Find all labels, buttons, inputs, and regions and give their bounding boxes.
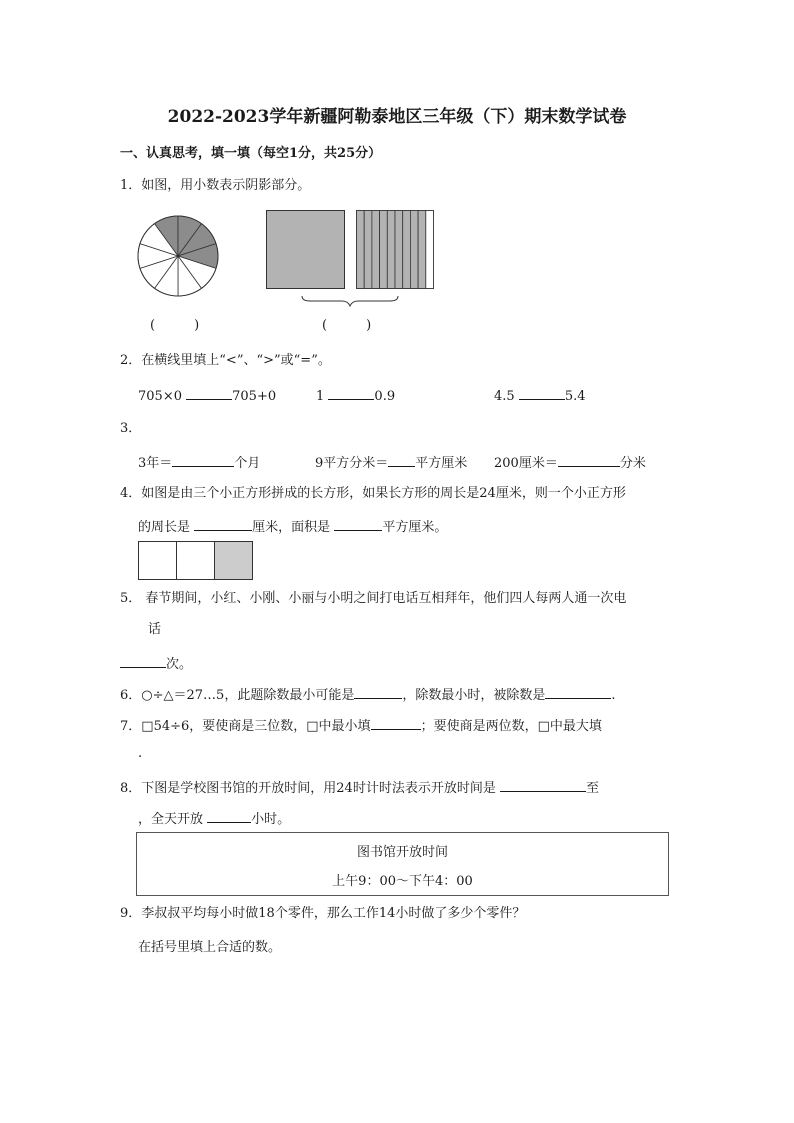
answer-blank[interactable]	[120, 654, 166, 668]
question-3-number: 3．	[120, 421, 142, 436]
answer-blank[interactable]	[207, 809, 251, 823]
shaded-circle-figure	[137, 215, 219, 297]
compare-item-3	[494, 386, 586, 405]
library-hours-time: 上午9：00～下午4：00	[332, 874, 473, 889]
conversion-item-1	[138, 453, 260, 472]
question-9-sub: 在括号里填上合适的数。	[138, 940, 282, 955]
question-number: 8．	[120, 781, 142, 796]
conversion-unit: 平方厘米	[415, 456, 468, 471]
text-part: 的周长是	[138, 520, 191, 535]
question-number: 4．	[120, 486, 142, 501]
question-4	[120, 486, 626, 502]
shaded-strip	[395, 211, 403, 289]
shaded-strip	[418, 211, 426, 289]
question-number: 6．	[120, 688, 142, 703]
answer-paren-2[interactable]: ( )	[322, 318, 372, 333]
answer-blank[interactable]	[186, 386, 232, 400]
conversion-left: 200厘米＝	[494, 456, 558, 471]
question-2	[120, 353, 331, 369]
question-text: 李叔叔平均每小时做18个零件，那么工作14小时做了多少个零件？	[141, 906, 526, 921]
question-text: 如图是由三个小正方形拼成的长方形，如果长方形的周长是24厘米，则一个小正方形	[141, 486, 626, 501]
question-8	[120, 778, 599, 797]
text-part: 厘米，面积是	[252, 520, 331, 535]
question-number: 5．	[120, 591, 142, 606]
question-6	[120, 685, 615, 704]
question-number: 1．	[120, 178, 142, 193]
answer-blank[interactable]	[334, 517, 382, 531]
answer-blank[interactable]	[500, 778, 586, 792]
text-part: .	[611, 688, 616, 703]
question-number: 7．	[120, 719, 142, 734]
question-5-line-3	[120, 654, 192, 673]
answer-blank[interactable]	[354, 685, 402, 699]
grouping-brace	[302, 296, 398, 306]
answer-blank[interactable]	[172, 453, 234, 467]
shaded-strip	[364, 211, 372, 289]
question-9	[120, 906, 525, 922]
shaded-strip	[387, 211, 395, 289]
text-part: ○÷△＝27…5，此题除数最小可能是	[141, 688, 355, 703]
compare-item-2	[316, 386, 395, 405]
text-part: 小时。	[251, 812, 291, 827]
question-text: 在横线里填上“<”、“>”或“=”。	[141, 353, 331, 368]
question-number: 2．	[120, 353, 142, 368]
answer-blank[interactable]	[388, 453, 415, 467]
question-7-end: .	[138, 746, 143, 761]
answer-blank[interactable]	[545, 685, 611, 699]
answer-blank[interactable]	[328, 386, 374, 400]
compare-item-1	[138, 386, 276, 405]
answer-blank[interactable]	[558, 453, 620, 467]
answer-paren-1[interactable]: ( )	[150, 318, 200, 333]
hundred-grid-figure	[266, 210, 436, 310]
conversion-unit: 分米	[619, 456, 646, 471]
question-5-line-2: 话	[148, 622, 162, 637]
shaded-strip	[380, 211, 388, 289]
question-number: 9．	[120, 906, 142, 921]
conversion-unit: 个月	[234, 456, 261, 471]
text-part: 至	[585, 781, 599, 796]
shaded-strip	[410, 211, 418, 289]
answer-blank[interactable]	[194, 517, 252, 531]
question-8-line-2	[138, 809, 290, 828]
compare-right: 5.4	[564, 389, 586, 404]
compare-left: 4.5	[494, 389, 515, 404]
answer-blank[interactable]	[519, 386, 565, 400]
text-part: 次。	[166, 657, 193, 672]
question-5	[120, 591, 626, 607]
question-1	[120, 178, 310, 194]
conversion-item-2	[315, 453, 467, 472]
shaded-strip	[372, 211, 380, 289]
library-hours-box	[136, 832, 669, 896]
text-part: 平方厘米。	[382, 520, 448, 535]
question-text: 如图，用小数表示阴影部分。	[141, 178, 311, 193]
compare-left: 1	[316, 389, 325, 404]
question-4-line-2	[138, 517, 447, 536]
compare-right: 0.9	[374, 389, 396, 404]
library-hours-title: 图书馆开放时间	[356, 845, 448, 860]
conversion-item-3	[494, 453, 646, 472]
text-part: 下图是学校图书馆的开放时间，用24时计时法表示开放时间是	[141, 781, 496, 796]
shaded-strip	[403, 211, 411, 289]
conversion-left: 9平方分米＝	[315, 456, 389, 471]
answer-blank[interactable]	[371, 716, 421, 730]
text-part: □54÷6，要使商是三位数，□中最小填	[141, 719, 371, 734]
question-7	[120, 716, 602, 735]
text-part: ，除数最小时，被除数是	[402, 688, 546, 703]
compare-right: 705+0	[232, 389, 277, 404]
text-part: ，全天开放	[138, 812, 204, 827]
text-part: ；要使商是两位数，□中最大填	[420, 719, 602, 734]
compare-left: 705×0	[138, 389, 182, 404]
unshaded-strip	[426, 211, 434, 289]
question-text: 春节期间，小红、小刚、小丽与小明之间打电话互相拜年，他们四人每两人通一次电	[145, 591, 627, 606]
full-shaded-square	[267, 211, 345, 289]
page-title: 2022-2023学年新疆阿勒泰地区三年级（下）期末数学试卷	[167, 107, 627, 127]
conversion-left: 3年＝	[138, 456, 173, 471]
three-squares-figure	[138, 541, 256, 581]
section-heading: 一、认真思考，填一填（每空1分，共25分）	[120, 146, 382, 161]
shaded-strip	[357, 211, 365, 289]
